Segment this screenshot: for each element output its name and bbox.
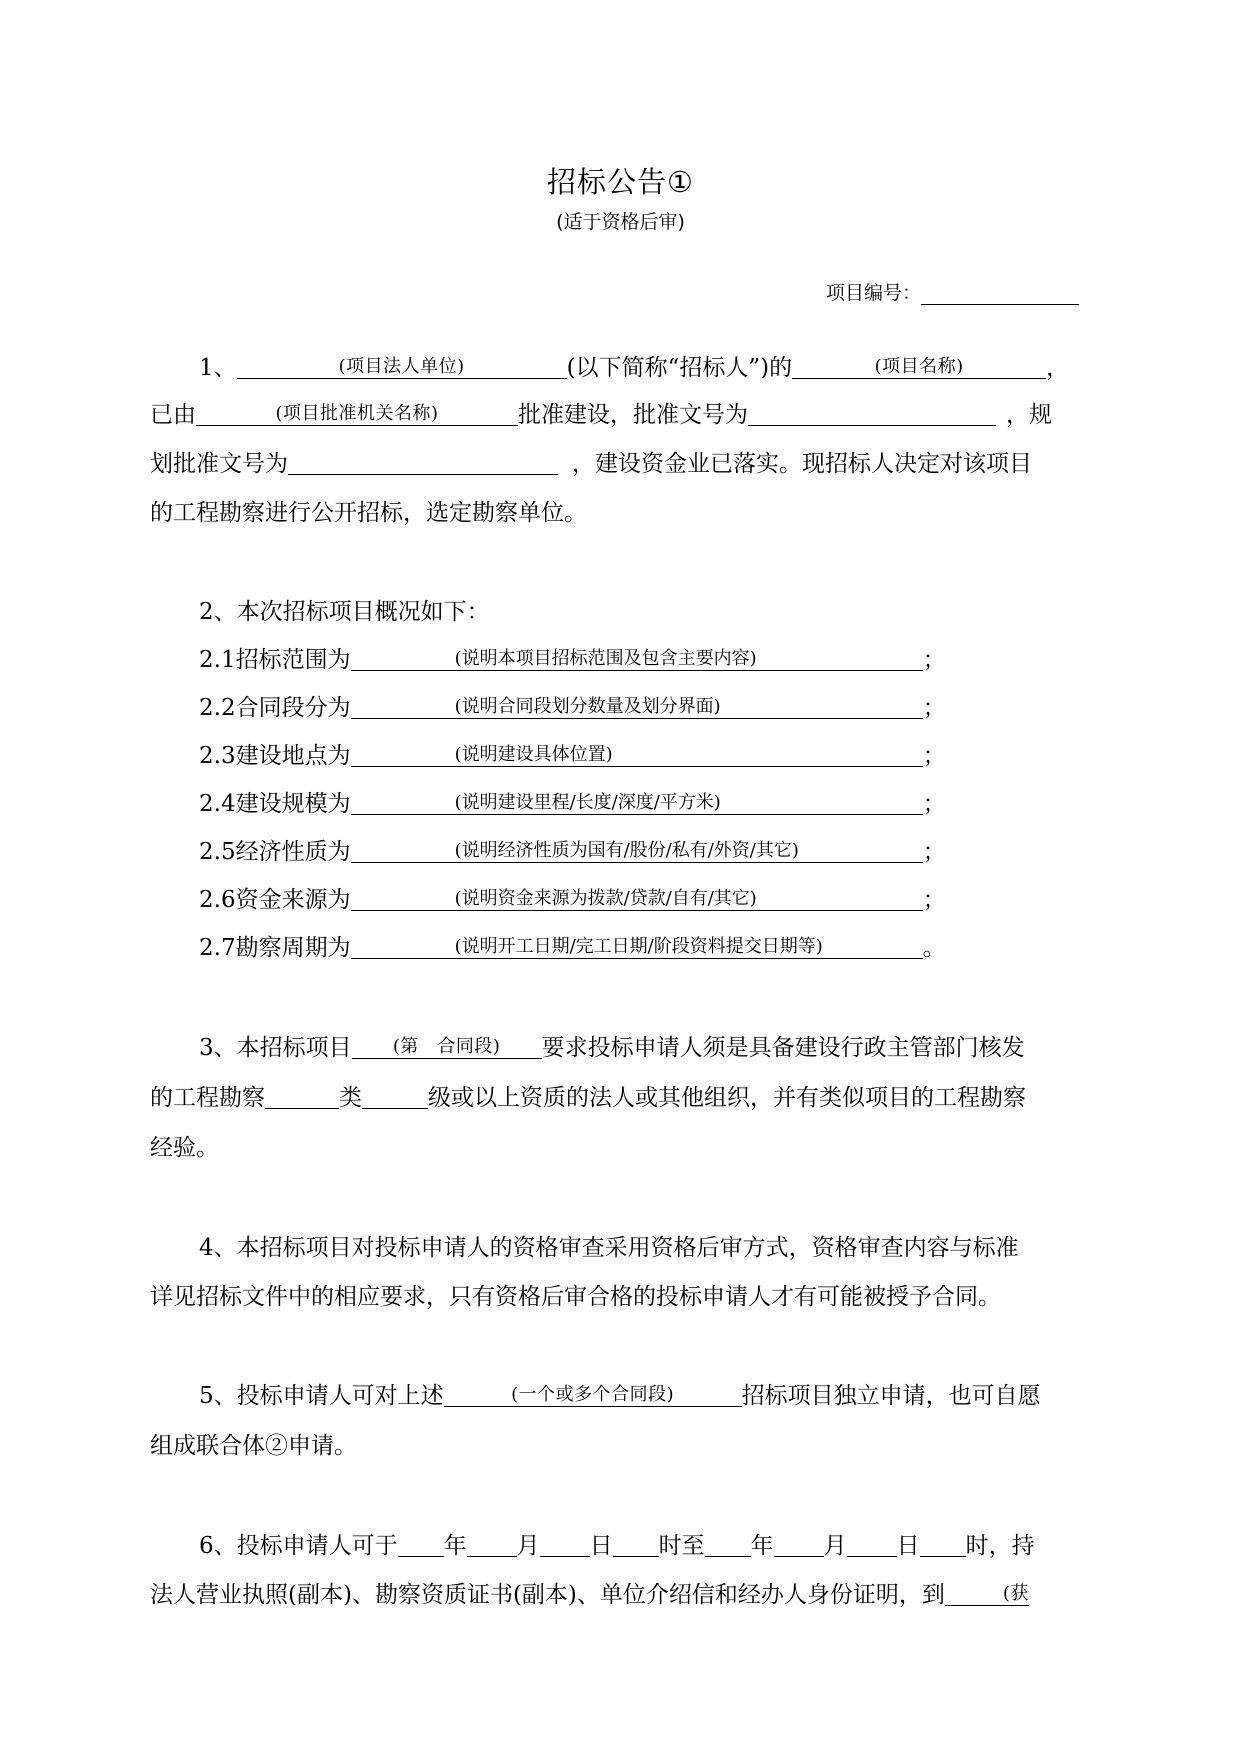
unit-year: 年: [443, 1533, 467, 1559]
section1-text-e: 划批准文号为: [150, 451, 288, 477]
blank-contract-sections[interactable]: (一个或多个合同段): [444, 1380, 742, 1407]
blank-approval-number[interactable]: [748, 399, 996, 426]
unit-year: 年: [750, 1533, 774, 1559]
item-hint: (说明本项目招标范围及包含主要内容): [454, 648, 757, 669]
list-item: [199, 788, 946, 820]
section6-line1: [199, 1530, 1035, 1562]
item-end: ；: [922, 695, 946, 721]
section1-line1: [199, 352, 1069, 384]
blank-end-month[interactable]: [774, 1530, 824, 1557]
section1-line4: 的工程勘察进行公开招标，选定勘察单位。: [150, 500, 587, 526]
blank-start-day[interactable]: [540, 1530, 590, 1557]
section4-line1: 4、本招标项目对投标申请人的资格审查采用资格后审方式，资格审查内容与标准: [199, 1235, 1019, 1261]
blank-project-name[interactable]: (项目名称): [792, 352, 1046, 379]
project-number-field: [826, 278, 1079, 305]
item-blank[interactable]: [351, 788, 923, 815]
item-blank[interactable]: [351, 692, 923, 719]
item-label: 2.7勘察周期为: [199, 935, 351, 961]
unit-day: 日: [896, 1533, 920, 1559]
item-label: 2.6资金来源为: [199, 887, 351, 913]
section1-text-b: 已由: [150, 402, 196, 428]
blank-location[interactable]: (获: [945, 1579, 1029, 1606]
section5-line1: [199, 1380, 1041, 1412]
section5-text-b: 招标项目独立申请，也可自愿: [741, 1383, 1041, 1409]
item-end: ；: [922, 887, 946, 913]
item-hint: (说明开工日期/完工日期/阶段资料提交日期等): [454, 936, 823, 957]
section1-text-a: (以下简称“招标人”)的: [566, 355, 793, 381]
unit-hour-end: 时，持: [965, 1533, 1035, 1559]
item-end: ；: [922, 647, 946, 673]
unit-day: 日: [589, 1533, 613, 1559]
section1-number: 1、: [199, 355, 237, 381]
list-item: [199, 884, 946, 916]
item-end: ；: [922, 743, 946, 769]
item-blank[interactable]: [351, 932, 923, 959]
section3-line2: [150, 1082, 1026, 1114]
item-hint: (说明建设里程/长度/深度/平方米): [454, 792, 721, 813]
section5-line2: 组成联合体②申请。: [150, 1433, 357, 1459]
blank-end-year[interactable]: [705, 1530, 751, 1557]
section6-text-b: 法人营业执照(副本)、勘察资质证书(副本)、单位介绍信和经办人身份证明，到: [150, 1582, 945, 1608]
page-title: 招标公告①: [547, 165, 694, 199]
section1-text-d: ，规: [1006, 402, 1052, 428]
section3-line1: [199, 1032, 1025, 1064]
item-blank[interactable]: [351, 644, 923, 671]
item-hint: (说明经济性质为国有/股份/私有/外资/其它): [454, 840, 799, 861]
blank-end-day[interactable]: [847, 1530, 897, 1557]
section1-line3: [150, 448, 1032, 480]
section1-comma: ，: [1046, 355, 1070, 381]
section3-text-d: 类: [339, 1085, 362, 1111]
blank-end-hour[interactable]: [920, 1530, 966, 1557]
list-item: [199, 692, 946, 724]
item-hint: (说明合同段划分数量及划分界面): [454, 696, 721, 717]
blank-start-year[interactable]: [398, 1530, 444, 1557]
blank-qualification-grade[interactable]: [362, 1082, 428, 1109]
project-number-blank[interactable]: [921, 278, 1079, 305]
item-end: 。: [922, 935, 946, 961]
blank-start-month[interactable]: [467, 1530, 517, 1557]
item-label: 2.2合同段分为: [199, 695, 351, 721]
section3-text-a: 3、本招标项目: [199, 1035, 352, 1061]
item-label: 2.5经济性质为: [199, 839, 351, 865]
section3-line3: 经验。: [150, 1135, 219, 1161]
section6-text-a: 6、投标申请人可于: [199, 1533, 398, 1559]
page-subtitle: (适于资格后审): [556, 211, 685, 233]
unit-hour-to: 时至: [658, 1533, 705, 1559]
section3-text-c: 的工程勘察: [150, 1085, 265, 1111]
blank-approval-authority[interactable]: (项目批准机关名称): [196, 399, 518, 426]
blank-legal-unit[interactable]: (项目法人单位): [237, 352, 567, 379]
blank-start-hour[interactable]: [613, 1530, 659, 1557]
list-item: [199, 836, 946, 868]
section3-text-e: 级或以上资质的法人或其他组织，并有类似项目的工程勘察: [428, 1085, 1026, 1111]
section5-text-a: 5、投标申请人可对上述: [199, 1383, 444, 1409]
list-item: [199, 740, 946, 772]
list-item: [199, 932, 946, 964]
section3-text-b: 要求投标申请人须是具备建设行政主管部门核发: [541, 1035, 1025, 1061]
blank-qualification-class[interactable]: [265, 1082, 339, 1109]
item-blank[interactable]: [351, 740, 923, 767]
item-end: ；: [922, 839, 946, 865]
section1-line2: [150, 399, 1052, 431]
item-end: ；: [922, 791, 946, 817]
section4-line2: 详见招标文件中的相应要求，只有资格后审合格的投标申请人才有可能被授予合同。: [150, 1284, 1001, 1310]
item-hint: (说明资金来源为拨款/贷款/自有/其它): [454, 888, 757, 909]
item-label: 2.1招标范围为: [199, 647, 351, 673]
item-blank[interactable]: [351, 836, 923, 863]
section2-heading: 2、本次招标项目概况如下：: [199, 599, 490, 625]
section6-line2: [150, 1579, 1029, 1611]
unit-month: 月: [516, 1533, 540, 1559]
blank-planning-number[interactable]: [288, 448, 558, 475]
unit-month: 月: [823, 1533, 847, 1559]
section1-text-c: 批准建设，批准文号为: [518, 402, 748, 428]
item-hint: (说明建设具体位置): [454, 744, 613, 765]
blank-contract-section[interactable]: (第 合同段): [352, 1032, 542, 1059]
item-blank[interactable]: [351, 884, 923, 911]
list-item: [199, 644, 946, 676]
project-number-label: 项目编号：: [826, 282, 922, 304]
section1-text-f: ，建设资金业已落实。现招标人决定对该项目: [572, 451, 1032, 477]
item-label: 2.3建设地点为: [199, 743, 351, 769]
item-label: 2.4建设规模为: [199, 791, 351, 817]
